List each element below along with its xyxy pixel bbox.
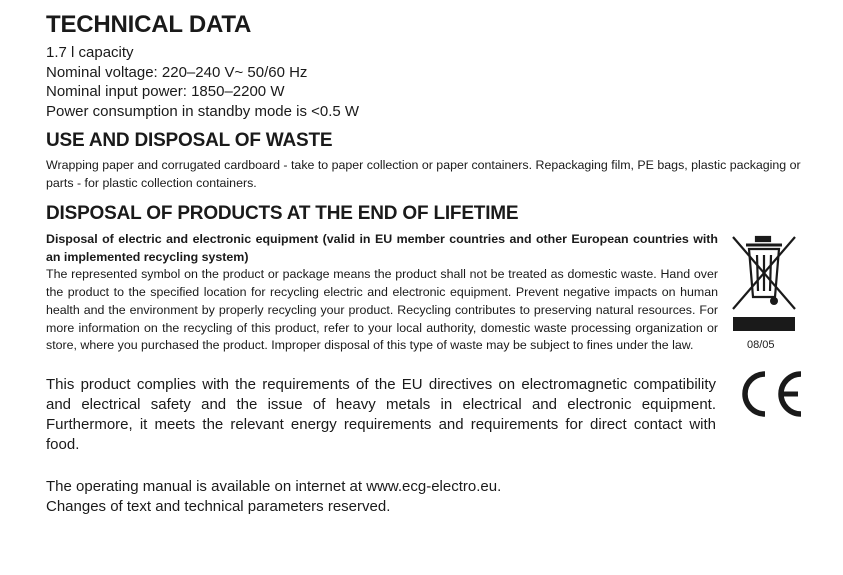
weee-date: 08/05	[747, 339, 775, 351]
weee-black-bar	[733, 317, 795, 331]
waste-text: Wrapping paper and corrugated cardboard - take to paper collection or paper containers. Repackaging film, PE bags, plastic packaging or parts - for plastic collection containers.	[46, 158, 801, 190]
tech-line-capacity: 1.7 l capacity	[46, 44, 134, 61]
waste-section	[46, 129, 806, 192]
technical-data-heading: TECHNICAL DATA	[46, 11, 252, 38]
weee-symbol	[728, 231, 804, 351]
footer-changes-line: Changes of text and technical parameters reserved.	[46, 497, 391, 515]
disposal-body: The represented symbol on the product or package means the product shall not be treated as domestic waste. Hand over the product to the specified location for recycling electric and electronic equipment. Prevent negative impacts on human health and the environment by properly recycling your product. Recycling contributes to preserving natural resources. For more information on the recycling of this product, refer to your local authority, domestic waste processing organization or store, where you purchased the product. Improper disposal of this type of waste may be subject to fines under the law.	[46, 267, 718, 353]
ce-mark	[735, 366, 805, 427]
technical-data-list	[46, 43, 806, 121]
footer-manual-line: The operating manual is available on internet at www.ecg-electro.eu.	[46, 477, 502, 495]
document-page	[46, 10, 806, 517]
disposal-heading: DISPOSAL OF PRODUCTS AT THE END OF LIFETIME	[46, 203, 519, 224]
compliance-block	[46, 375, 806, 455]
compliance-text: This product complies with the requirements of the EU directives on electromagnetic compatibility and electrical safety and the issue of heavy metals in electrical and electronic equipment. Furthermore, it meets the relevant energy requirements and requirements for direct contact with food.	[46, 375, 716, 453]
crossed-bin-icon	[728, 231, 800, 315]
disposal-section	[46, 202, 806, 355]
waste-heading: USE AND DISPOSAL OF WASTE	[46, 130, 333, 151]
tech-line-power: Nominal input power: 1850–2200 W	[46, 83, 285, 100]
tech-line-standby: Power consumption in standby mode is <0.5 W	[46, 102, 360, 120]
footer	[46, 477, 806, 517]
disposal-subtitle: Disposal of electric and electronic equipment (valid in EU member countries and other European countries with an implemented recycling system)	[46, 232, 718, 264]
disposal-block	[46, 231, 806, 355]
tech-line-voltage: Nominal voltage: 220–240 V~ 50/60 Hz	[46, 63, 308, 81]
disposal-text-column	[46, 231, 718, 355]
